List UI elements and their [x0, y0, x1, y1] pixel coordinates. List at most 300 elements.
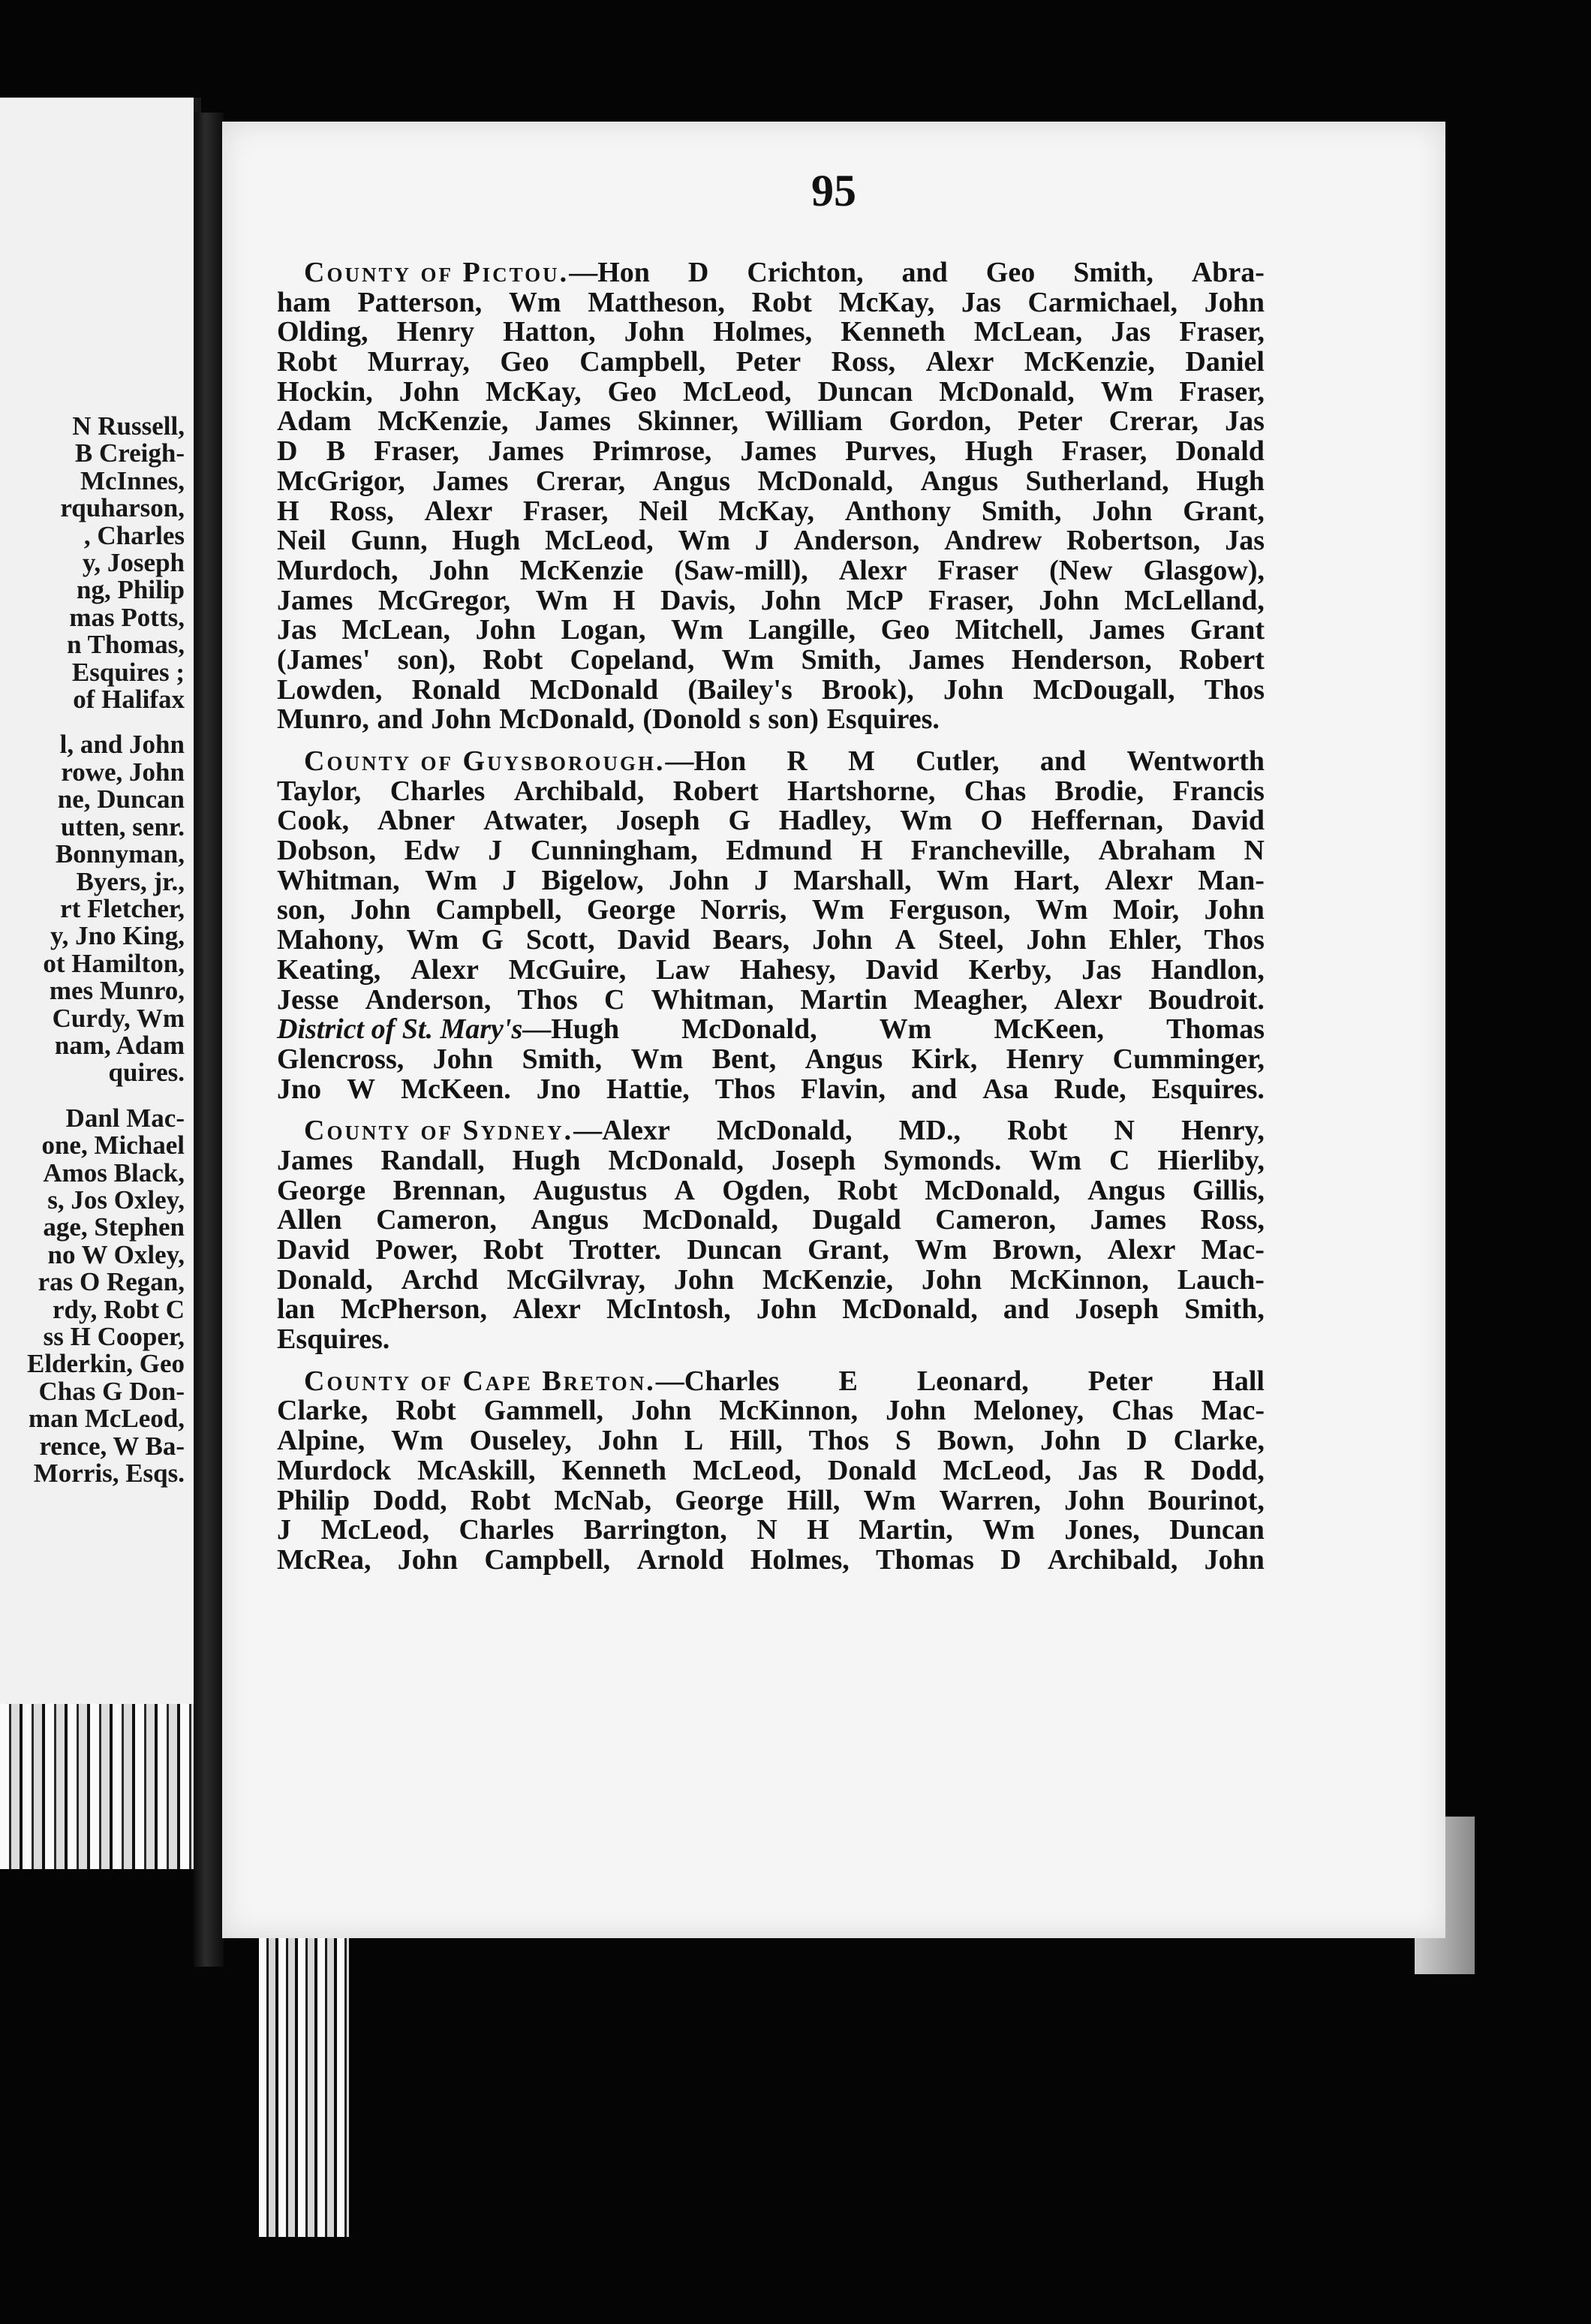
word: Boudroit.	[1148, 983, 1265, 1016]
word: Bown,	[937, 1425, 1015, 1457]
text-line	[277, 1146, 1265, 1176]
word: Joseph	[615, 805, 700, 837]
district-heading: District of St. Mary's	[277, 1013, 523, 1046]
word: Handlon,	[1150, 953, 1265, 986]
text-line	[277, 1263, 1265, 1296]
word: Hatton,	[503, 316, 596, 348]
word: Crichton,	[747, 257, 864, 288]
word: Holmes,	[713, 316, 813, 348]
word: Dodd,	[1190, 1454, 1265, 1486]
word: John	[756, 1293, 817, 1326]
word: Andrew	[944, 525, 1042, 557]
previous-page-line: n Thomas,	[67, 630, 185, 660]
word: M	[848, 745, 875, 777]
word: son),	[397, 643, 456, 676]
word: McLean,	[341, 614, 450, 646]
word: Jas	[1225, 405, 1265, 438]
word: Ross,	[831, 346, 896, 378]
word: Lowden,	[277, 673, 383, 706]
word: Wm	[1029, 1144, 1081, 1176]
word: James	[432, 465, 509, 497]
word: Law	[656, 953, 710, 986]
word: Geo	[985, 257, 1036, 288]
word: Grant	[1189, 614, 1265, 646]
previous-page-line: Morris, Esqs.	[33, 1459, 185, 1489]
word: Fraser	[937, 554, 1019, 586]
word: E	[838, 1365, 858, 1397]
text-line	[277, 1236, 1265, 1266]
section-heading: County of Pictou.	[304, 257, 570, 288]
previous-page-line: nam, Adam	[54, 1030, 185, 1060]
word: Grant,	[808, 1234, 889, 1266]
word: D	[1126, 1425, 1147, 1457]
word: W	[347, 1073, 376, 1105]
word: Wentworth	[1126, 745, 1265, 777]
word: Fraser,	[1179, 375, 1265, 408]
word: Thos	[517, 983, 578, 1016]
word: L	[684, 1425, 704, 1457]
word: David	[277, 1234, 350, 1266]
word: Martin,	[859, 1514, 953, 1546]
word: Neil	[639, 495, 688, 527]
word: Angus	[805, 1043, 883, 1075]
word: Fraser,	[1179, 316, 1265, 348]
word: B	[326, 435, 346, 468]
word: Glencross,	[277, 1043, 405, 1075]
word: Crerar,	[1108, 405, 1199, 438]
word: McDougall,	[1033, 673, 1175, 706]
word: James	[1088, 614, 1165, 646]
text-line	[277, 953, 1265, 986]
word: Abraham	[1098, 835, 1216, 867]
text-line	[277, 1116, 1265, 1146]
word: Peter	[1018, 405, 1083, 438]
word: John	[631, 1395, 692, 1427]
word: John	[1039, 584, 1099, 616]
word: (Saw-mill),	[674, 554, 808, 586]
word: Wm	[406, 924, 459, 956]
word: Cumminger,	[1112, 1043, 1265, 1075]
book-gutter	[194, 113, 224, 1967]
text-line	[277, 467, 1265, 497]
word: Mac-	[1201, 1395, 1265, 1427]
text-line	[277, 497, 1265, 527]
word: Daniel	[1185, 346, 1265, 378]
text-line	[277, 526, 1265, 556]
word: J	[753, 864, 768, 896]
word: R	[1144, 1454, 1165, 1486]
section-heading: County of Sydney.	[304, 1115, 574, 1147]
word: Trotter.	[569, 1234, 662, 1266]
word: James	[534, 405, 612, 438]
word: Wm	[863, 1484, 916, 1516]
word: Lauch-	[1177, 1263, 1265, 1296]
word: Smith,	[1184, 1293, 1265, 1326]
word: John	[1026, 924, 1087, 956]
word: (Donold	[642, 703, 741, 736]
word: Power,	[375, 1234, 458, 1266]
word: Joseph	[1075, 1293, 1159, 1326]
word: David	[1191, 805, 1265, 837]
word: John	[475, 614, 536, 646]
word: Moir,	[1112, 894, 1180, 926]
previous-page-line: ss H Cooper,	[43, 1322, 185, 1351]
word: H	[860, 835, 883, 867]
word: Wm	[982, 1514, 1035, 1546]
word: Wm	[915, 1234, 967, 1266]
text-line	[277, 705, 1265, 735]
word: McRea,	[277, 1543, 371, 1576]
word: Meloney,	[973, 1395, 1084, 1427]
word: Campbell,	[484, 1543, 611, 1576]
word: McDonald,	[925, 1174, 1060, 1206]
word: Hugh	[1196, 465, 1265, 497]
text-line	[277, 673, 1265, 706]
text-line	[277, 348, 1265, 378]
word: J	[277, 1514, 291, 1546]
word: Keating,	[277, 953, 381, 986]
word: MD.,	[898, 1115, 961, 1147]
word: Mitchell,	[955, 614, 1064, 646]
word: Whitman,	[651, 983, 774, 1016]
text-line	[277, 1456, 1265, 1486]
word: Robt	[483, 1234, 544, 1266]
word: Cunningham,	[530, 835, 698, 867]
word: McKenzie,	[377, 405, 509, 438]
word: Robt	[470, 1484, 531, 1516]
word: Ogden,	[722, 1174, 811, 1206]
word: Angus	[920, 465, 999, 497]
word: Neil	[277, 525, 326, 557]
word: Jones,	[1064, 1514, 1140, 1546]
word: son)	[768, 703, 819, 736]
word: McDonald,	[642, 1204, 778, 1236]
word: J	[502, 864, 517, 896]
word: Geo	[607, 375, 657, 408]
word: Jas	[1225, 525, 1265, 557]
word: John	[624, 316, 685, 348]
word: James	[488, 435, 564, 468]
word: McKay,	[485, 375, 582, 408]
word: John	[673, 1263, 735, 1296]
word: Archibald,	[513, 775, 645, 807]
word: McDonald,	[499, 703, 635, 736]
word: Norris,	[700, 894, 787, 926]
word: Esquires.	[277, 1323, 390, 1356]
word: Logan,	[561, 614, 646, 646]
text-line	[277, 586, 1265, 616]
page-text	[277, 258, 1265, 1576]
word: McKinnon,	[719, 1395, 859, 1427]
word: Murdoch,	[277, 554, 399, 586]
word: N	[1244, 835, 1265, 867]
word: Robertson,	[1066, 525, 1201, 557]
word: James	[908, 643, 985, 676]
word: Robt	[395, 1395, 456, 1427]
previous-page-line: ng, Philip	[77, 575, 185, 605]
word: Holmes,	[750, 1543, 850, 1576]
text-line	[277, 983, 1265, 1016]
word: A	[895, 924, 916, 956]
word: Mattheson,	[588, 286, 725, 318]
word: Ehler,	[1108, 924, 1182, 956]
word: Whitman,	[277, 864, 400, 896]
word: Smith,	[981, 495, 1062, 527]
word: Hierliby,	[1157, 1144, 1265, 1176]
word: Dodd,	[373, 1484, 447, 1516]
word: Wm	[678, 525, 730, 557]
word: County of Sydney.—Alexr	[304, 1115, 670, 1147]
word: Mahony,	[277, 924, 384, 956]
word: McKinnon,	[1010, 1263, 1149, 1296]
word: McGregor,	[377, 584, 511, 616]
word: lan	[277, 1293, 315, 1326]
word: McGuire,	[508, 953, 627, 986]
previous-page-line: quires.	[108, 1058, 185, 1088]
word: Bigelow,	[541, 864, 644, 896]
word: John	[1204, 894, 1265, 926]
word: Robt	[483, 643, 543, 676]
word: Robt	[837, 1174, 898, 1206]
text-line	[277, 896, 1265, 926]
word: Kenneth	[561, 1454, 666, 1486]
word: McAskill,	[417, 1454, 536, 1486]
text-line	[277, 616, 1265, 646]
word: John	[943, 673, 1004, 706]
word: Fraser,	[928, 584, 1014, 616]
word: George	[586, 894, 675, 926]
previous-page-line: mes Munro,	[49, 976, 185, 1006]
word: McLeod,	[544, 525, 654, 557]
word: Jas	[1111, 316, 1151, 348]
word: John	[921, 1263, 982, 1296]
word: Henry,	[1181, 1115, 1265, 1147]
word: Hartshorne,	[787, 775, 936, 807]
word: John	[397, 1543, 459, 1576]
word: Randall,	[380, 1144, 485, 1176]
previous-page-line: ot Hamilton,	[43, 948, 185, 978]
word: Clarke,	[277, 1395, 368, 1427]
word: H	[807, 1514, 829, 1546]
word: Meagher,	[913, 983, 1028, 1016]
word: County of Pictou.—Hon	[304, 257, 650, 288]
word: Wm	[391, 1425, 444, 1457]
word: Dobson,	[277, 835, 376, 867]
previous-page-line: Byers, jr.,	[76, 866, 185, 896]
word: James	[277, 1144, 353, 1176]
word: J	[754, 525, 769, 557]
word: Alexr	[513, 1293, 581, 1326]
word: William	[765, 405, 863, 438]
word: Smith,	[801, 643, 882, 676]
word: Murray,	[367, 346, 470, 378]
word: John	[399, 375, 459, 408]
book-page	[222, 122, 1445, 1938]
word: Grant,	[1183, 495, 1265, 527]
word: Donald	[1175, 435, 1265, 468]
word: Jno	[536, 1073, 581, 1105]
word: McKenzie,	[1024, 346, 1155, 378]
word: McLeod,	[693, 1454, 802, 1486]
word: Edmund	[726, 835, 832, 867]
word: Flavin,	[801, 1073, 886, 1105]
word: Archibald,	[1047, 1543, 1178, 1576]
word: Kirk,	[911, 1043, 978, 1075]
previous-page-line: rt Fletcher,	[60, 893, 185, 923]
word: Hattie,	[606, 1073, 690, 1105]
word: Davis,	[660, 584, 736, 616]
word: Alexr	[1105, 864, 1173, 896]
word: Wm	[811, 894, 865, 926]
word: Cook,	[277, 805, 350, 837]
word: Fraser,	[522, 495, 609, 527]
word: Brennan,	[392, 1174, 506, 1206]
word: Wm	[671, 614, 723, 646]
word: Archd	[401, 1263, 479, 1296]
word: Atwater,	[483, 805, 588, 837]
word: Skinner,	[637, 405, 739, 438]
word: Kerby,	[968, 953, 1052, 986]
previous-page-line: N Russell,	[72, 411, 185, 441]
word: McDonald,	[608, 1144, 744, 1176]
word: Abner	[377, 805, 456, 837]
word: (New	[1049, 554, 1113, 586]
word: Thos	[1204, 924, 1265, 956]
previous-page-line: Amos Black,	[43, 1157, 185, 1188]
word: Alexr	[1054, 983, 1123, 1016]
previous-page-line: Danl Mac-	[65, 1103, 185, 1133]
text-line	[277, 1325, 1265, 1355]
previous-page-strip	[0, 98, 201, 1869]
text-line	[277, 806, 1265, 836]
word: Jesse	[277, 983, 339, 1016]
previous-page-line: Esquires ;	[71, 657, 185, 687]
word: N	[756, 1514, 777, 1546]
word: Hugh	[452, 525, 521, 557]
word: Jas	[1078, 1454, 1117, 1486]
previous-page-line: rquharson,	[60, 493, 185, 523]
word: Wm	[721, 643, 774, 676]
previous-page-line: one, Michael	[41, 1130, 185, 1160]
text-line	[277, 407, 1265, 437]
word: Heffernan,	[1030, 805, 1164, 837]
word: Robt	[751, 286, 812, 318]
text-line	[277, 926, 1265, 956]
word: Campbell,	[579, 346, 706, 378]
word: Angus	[531, 1204, 609, 1236]
text-line	[277, 258, 1265, 288]
previous-page-line: s, Jos Oxley,	[47, 1185, 185, 1215]
word: Leonard,	[916, 1365, 1029, 1397]
word: McLeod,	[320, 1514, 430, 1546]
word: Bent,	[711, 1043, 777, 1075]
word: John	[1204, 286, 1265, 318]
word: McLeod,	[943, 1454, 1051, 1486]
word: J	[488, 835, 503, 867]
word: Scott,	[525, 924, 595, 956]
text-line	[277, 1543, 1265, 1576]
word: McKay,	[718, 495, 815, 527]
word: Anderson,	[793, 525, 920, 557]
word: John	[812, 924, 873, 956]
word: C	[603, 983, 625, 1016]
word: Hugh	[964, 435, 1033, 468]
word: Hill,	[786, 1484, 841, 1516]
word: Cameron,	[935, 1204, 1057, 1236]
word: Thos	[714, 1073, 776, 1105]
word: Alexr	[838, 554, 907, 586]
word: Jas	[1081, 953, 1121, 986]
word: District of St. Mary's—Hugh	[277, 1013, 620, 1046]
word: McKeen.	[401, 1073, 511, 1105]
word: James	[1090, 1204, 1166, 1236]
text-line	[277, 1396, 1265, 1426]
text-line	[277, 437, 1265, 467]
word: Robt	[1007, 1115, 1068, 1147]
word: Jno	[277, 1073, 322, 1105]
word: O	[980, 805, 1003, 837]
word: Alexr	[925, 346, 994, 378]
word: R	[786, 745, 808, 777]
word: Crerar,	[535, 465, 626, 497]
previous-page-line: Elderkin, Geo	[26, 1349, 185, 1379]
word: McDonald,	[757, 465, 894, 497]
word: Smith,	[1073, 257, 1153, 288]
word: Duncan	[817, 375, 913, 408]
text-line	[277, 1367, 1265, 1397]
page-number: 95	[811, 166, 856, 215]
word: Gordon,	[889, 405, 991, 438]
word: Warren,	[939, 1484, 1041, 1516]
text-line	[277, 643, 1265, 676]
word: John	[760, 584, 822, 616]
word: Primrose,	[592, 435, 712, 468]
word: Hadley,	[778, 805, 872, 837]
word: John	[350, 894, 411, 926]
word: McGilvray,	[507, 1263, 645, 1296]
word: Esquires.	[1151, 1073, 1265, 1105]
word: Purves,	[845, 435, 937, 468]
page-edges	[0, 1704, 194, 1869]
text-line	[277, 318, 1265, 348]
word: Barrington,	[583, 1514, 727, 1546]
word: Ferguson,	[889, 894, 1011, 926]
word: Edw	[404, 835, 460, 867]
previous-page-line: man McLeod,	[28, 1404, 185, 1434]
previous-page-line: , Charles	[83, 520, 185, 550]
word: Alexr	[1107, 1234, 1176, 1266]
text-line	[277, 1206, 1265, 1236]
text-line	[277, 1045, 1265, 1075]
word: McKeen,	[994, 1013, 1105, 1046]
word: John	[1092, 495, 1153, 527]
word: Mac-	[1201, 1234, 1265, 1266]
word: Rude,	[1054, 1073, 1126, 1105]
word: Ross,	[329, 495, 394, 527]
word: McDonald,	[716, 1115, 853, 1147]
word: McNab,	[554, 1484, 652, 1516]
word: Charles	[459, 1514, 555, 1546]
previous-page-line: McInnes,	[80, 465, 185, 495]
word: Copeland,	[570, 643, 695, 676]
word: Ross,	[1200, 1204, 1265, 1236]
word: Smith,	[522, 1043, 603, 1075]
section-heading: County of Cape Breton.	[304, 1365, 656, 1397]
previous-page-line: age, Stephen	[43, 1212, 185, 1242]
word: (James'	[277, 643, 371, 676]
word: McLean,	[973, 316, 1083, 348]
word: Abra-	[1191, 257, 1265, 288]
